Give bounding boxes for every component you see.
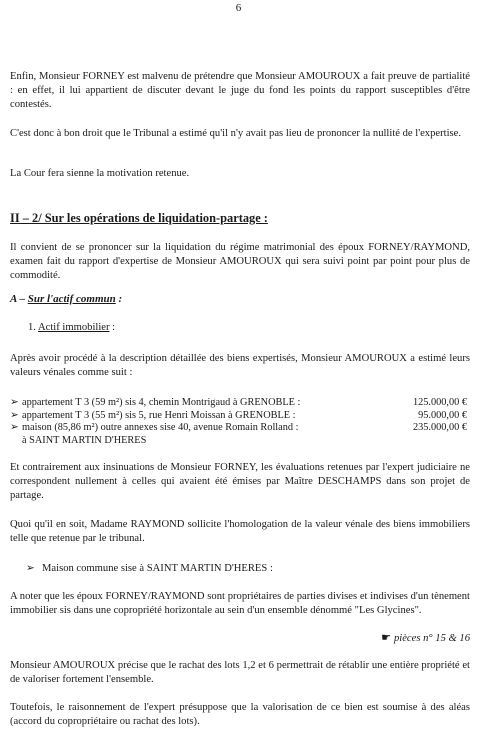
paragraph: Il convient de se prononcer sur la liquidation du régime matrimonial des époux FORNEY/RAYMOND, examen fait du rapport d'expertise de Monsieur AMOUROUX qui sera suivi point par point pour plus de commodité. <box>10 242 470 282</box>
subsection-heading <box>10 293 122 305</box>
subsection-prefix: A – <box>10 293 28 305</box>
subsection-suffix: : <box>115 293 123 305</box>
paragraph: Quoi qu'il en soit, Madame RAYMOND sollicite l'homologation de la valeur vénale des biens immobiliers telle que retenue par le tribunal. <box>10 519 470 545</box>
valuation-label: appartement T 3 (59 m²) sis 4, chemin Montrigaud à GRENOBLE : <box>22 397 301 408</box>
page-number: 6 <box>235 2 242 14</box>
valuation-label: maison (85,86 m²) outre annexes sise 40, avenue Romain Rolland : <box>22 422 299 434</box>
paragraph: A noter que les époux FORNEY/RAYMOND sont propriétaires de parties divises et indivises d'un tènement immobilier sis dans une copropriété horizontale au sein d'un ensemble dénommé "Les Glycines". <box>10 591 470 617</box>
paragraph: Monsieur AMOUROUX précise que le rachat des lots 1,2 et 6 permettrait de rétablir une entière propriété et de valoriser fortement l'ensemble. <box>10 660 470 686</box>
valuation-amount: 235.000,00 € <box>412 422 467 434</box>
valuation-row <box>10 422 470 435</box>
section-heading: II – 2/ Sur les opérations de liquidation-partage : <box>10 211 268 225</box>
paragraph: C'est donc à bon droit que le Tribunal a estimé qu'il n'y avait pas lieu de prononcer la nullité de l'expertise. <box>10 128 461 139</box>
arrow-bullet-icon: ➢ <box>26 563 35 574</box>
subsubsection-number: 1. <box>28 322 39 333</box>
subsubsection-title: Actif immobilier <box>38 322 110 333</box>
valuation-list <box>10 397 470 447</box>
paragraph: Après avoir procédé à la description détaillée des biens expertisés, Monsieur AMOUROUX a estimé leurs valeurs vénales comme suit : <box>10 353 470 379</box>
valuation-continuation: à SAINT MARTIN D'HERES <box>22 434 147 446</box>
arrow-bullet-icon: ➢ <box>10 409 19 421</box>
subsection-title: Sur l'actif commun <box>27 293 116 305</box>
paragraph: La Cour fera sienne la motivation retenue. <box>10 168 190 179</box>
paragraph: Enfin, Monsieur FORNEY est malvenu de prétendre que Monsieur AMOUROUX a fait preuve de partialité : en effet, il lui appartient de discuter devant le juge du fond les points du rapport susceptibles d'être contestés. <box>10 71 470 111</box>
subsubsection-suffix: : <box>109 322 116 333</box>
valuation-amount: 125.000,00 € <box>412 397 467 408</box>
maison-heading <box>26 562 273 574</box>
subsubsection-heading <box>28 322 115 333</box>
arrow-bullet-icon: ➢ <box>10 422 19 434</box>
paragraph: Et contrairement aux insinuations de Monsieur FORNEY, les évaluations retenues par l'expert judiciaire ne correspondent nullement à celles qui avaient été émises par Maître DESCHAMPS dans son projet de partage. <box>10 462 470 502</box>
valuation-row <box>10 397 470 410</box>
reference-text: pièces n° 15 & 16 <box>393 633 470 644</box>
evidence-reference <box>10 631 470 644</box>
arrow-bullet-icon: ➢ <box>10 397 19 408</box>
maison-heading-text: Maison commune sise à SAINT MARTIN D'HERES : <box>42 563 273 574</box>
pointing-hand-icon: ☛ <box>381 632 391 644</box>
valuation-row <box>10 410 470 423</box>
valuation-amount: 95.000,00 € <box>418 409 467 421</box>
valuation-label: appartement T 3 (55 m²) sis 5, rue Henri Moissan à GRENOBLE : <box>22 409 296 421</box>
paragraph: Toutefois, le raisonnement de l'expert présuppose que la valorisation de ce bien est soumise à des aléas (accord du copropriétaire ou rachat des lots). <box>10 702 470 728</box>
